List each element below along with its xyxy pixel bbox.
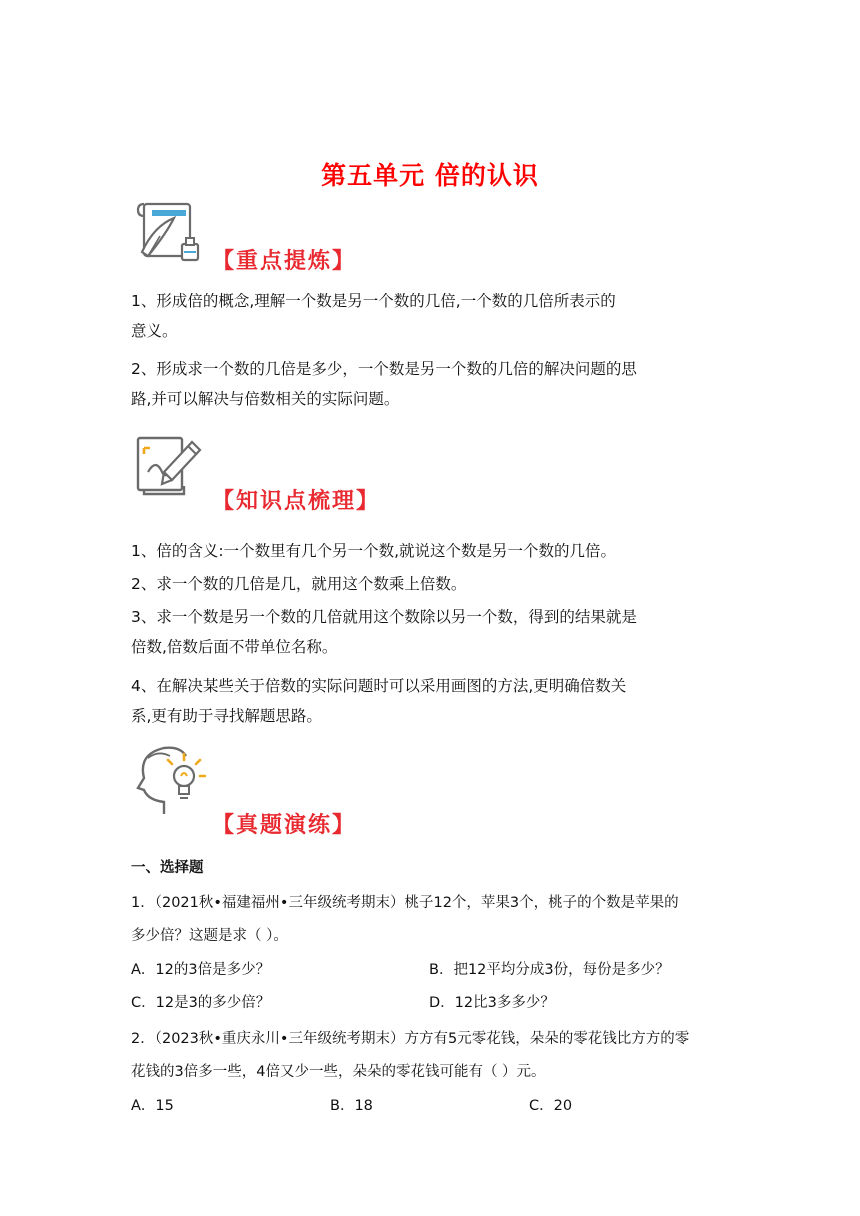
text-line: 2、求一个数的几倍是几，就用这个数乘上倍数。: [131, 575, 467, 593]
section-heading-key-points: 【重点提炼】: [212, 248, 357, 274]
text-line: 1、形成倍的概念,理解一个数是另一个数的几倍,一个数的几倍所表示的: [131, 292, 616, 310]
question-1: [131, 887, 679, 953]
q1-option-d[interactable]: D．12比3多多少？: [429, 995, 555, 1011]
text-line: 2、形成求一个数的几倍是多少，一个数是另一个数的几倍的解决问题的思: [131, 360, 637, 378]
text-line: 1、倍的含义:一个数里有几个另一个数,就说这个数是另一个数的几倍。: [131, 542, 617, 560]
key-point-2: [131, 354, 637, 414]
section-heading-knowledge: 【知识点梳理】: [212, 488, 381, 514]
knowledge-point-1: [131, 536, 616, 566]
scroll-quill-icon: [134, 200, 206, 268]
knowledge-point-3: [131, 602, 637, 662]
knowledge-point-4: [131, 671, 626, 731]
question-text: 花钱的3倍多一些，4倍又少一些，朵朵的零花钱可能有（ ）元。: [131, 1064, 546, 1080]
question-text: 1．（2021秋•福建福州•三年级统考期末）桃子12个，苹果3个，桃子的个数是苹果的: [131, 895, 679, 911]
q2-option-b[interactable]: B．18: [330, 1098, 373, 1114]
head-lightbulb-icon: [134, 740, 206, 818]
page-title: 第五单元 倍的认识: [321, 161, 539, 190]
text-line: 4、在解决某些关于倍数的实际问题时可以采用画图的方法,更明确倍数关: [131, 677, 627, 695]
knowledge-point-2: [131, 569, 466, 599]
notepad-pencil-icon: [134, 432, 206, 502]
text-line: 路,并可以解决与倍数相关的实际问题。: [131, 390, 400, 408]
q2-option-c[interactable]: C．20: [529, 1098, 573, 1114]
key-point-1: [131, 286, 616, 346]
part-label: 一、选择题: [131, 860, 204, 876]
text-line: 倍数,倍数后面不带单位名称。: [131, 638, 338, 656]
text-line: 意义。: [131, 322, 178, 340]
q1-option-c[interactable]: C．12是3的多少倍？: [131, 995, 271, 1011]
text-line: 3、求一个数是另一个数的几倍就用这个数除以另一个数，得到的结果就是: [131, 608, 637, 626]
section-heading-practice: 【真题演练】: [212, 812, 357, 838]
text-line: 系,更有助于寻找解题思路。: [131, 707, 322, 725]
question-text: 多少倍？这题是求（ ）。: [131, 928, 288, 944]
q2-option-a[interactable]: A．15: [131, 1098, 174, 1114]
q1-option-b[interactable]: B．把12平均分成3份，每份是多少？: [429, 962, 670, 978]
question-text: 2．（2023秋•重庆永川•三年级统考期末）方方有5元零花钱，朵朵的零花钱比方方的零: [131, 1031, 690, 1047]
question-2: [131, 1023, 689, 1089]
q1-option-a[interactable]: A．12的3倍是多少？: [131, 962, 271, 978]
